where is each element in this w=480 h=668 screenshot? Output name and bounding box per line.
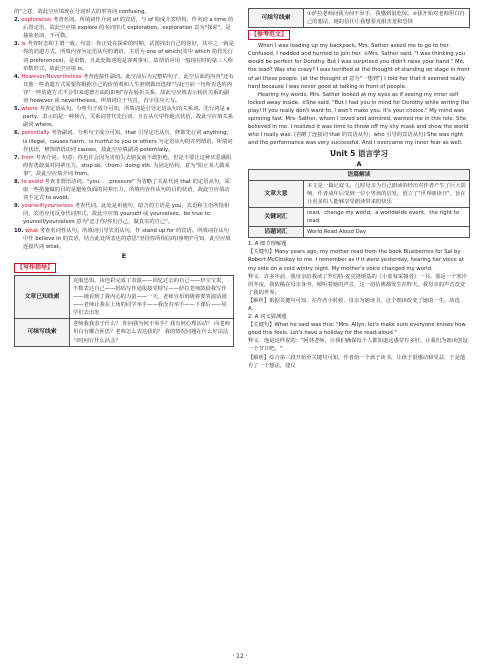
clue-table-e xyxy=(14,275,234,347)
reference-paragraph-1: When I was loading up my backpack, Mrs. Sather asked me to go to her. Confused, I nodded and hurried to join her. ①Mrs. Sather said, "I was thinking you would be perfect for Dorothy. But I was surprised you didn't raise your hand." Me, the lead? Was she crazy? I was terrified at the thought of standing on stage in front of all these people. (at the thought of 意为"一想到") I told her that it seemed really hard because I was never good at talking in front of people. xyxy=(248,43,470,90)
answer-item: 9. yourself/yourselves 考查代词。此处是祈使句，暗含的主语是 you，宾语和主语所指相同，宾语应用反身代词形式，故此空应填 yourself 或 yourselves。be true to yourself/yourselves 意为"忠于你/你们自己，做真实的自己"。 xyxy=(14,203,230,226)
answer-item: 8. to avoid 考查非谓语动词。"you. . . pressure" 为省略了关系代词 that 的定语从句，采取一些措施做的目的是避免负面的同辈压力，所填内容作从句的目的状语，故此空应填动词不定式 to avoid。 xyxy=(14,178,230,202)
table-row xyxy=(15,319,234,346)
table-cell: 克服恐惧，由色彩完成了表演——回忆过去的自己——珍宝宝贵，不数表达自己——妈妈写作通报接受特写——萨拉老师鼓励我写作——她看到了我内心的力量——一天，老师宣布班级将要表演话剧——老师让我在上角的同学举手——我没有举手——下课后——同学们去出发 xyxy=(70,275,234,318)
table-head: 关键词汇 xyxy=(249,207,304,226)
reading-table-a xyxy=(248,169,470,239)
question-2-analysis: 【解析】综合第三段开始至关键句可知，作者给一个孩子读书，让孩子很感动和受益，于是他有了一个想法，建议 xyxy=(248,354,466,369)
question-2-line: 2. A 词义猜测题 xyxy=(248,314,287,321)
table-cell: read，change my world，a worldwide event，the right to read xyxy=(304,207,470,226)
question-1-line: 1. A 细节理解题 xyxy=(248,241,287,248)
intro-line: 的"之意，故此空应填现在分词形式的形容词 confusing。 xyxy=(14,9,150,15)
table-head: 可续写线索 xyxy=(15,319,70,346)
right-column xyxy=(248,8,470,370)
answer-item: 6. potentially 考查副词。分析句子成分可知，that 引导定语从句，修饰先行词 anything，is illegal、causes harm、is hurtful to you or others 为定语从句的并列谓语。所填词作状语，修饰谓语动词 causes，故此空应填副词 potentially。 xyxy=(14,130,233,153)
answer-item: 3. is 考查时态和主谓一致。句意：你正处在探索的时期，试图找出自己的喜好，其中之一就是你的消遣方式。所填内容为定语从句的谓语，主语为 one of which(其中 which 指代先行词 preferences)，是单数，且此处陈述的是客观事实，故谓语应用一般现在时的第三人称单数形式。故此空应填 is。 xyxy=(14,41,234,72)
table-cell: 本文是一篇记叙文。几时母亲为自己朗读的经历对作者产生了巨大影响，作者成年后受到一位小男孩的启发，创立了"世界朗读日"，旨在让更多的人能够享受朗读带来的快乐 xyxy=(304,180,470,207)
page-number: · 12 · xyxy=(232,653,248,660)
table-row xyxy=(249,9,470,28)
table-row xyxy=(249,169,470,180)
answer-item: 7. from 考查介词。句意：你也许会因为害怕失去朋友而不敢拒绝，但是不要让这种厌恶感阻碍你勇敢面对同辈压力。stop sb.（from）doing sth. 为固定结构，意为"阻止某人做某事"，故此空应填介词 from。 xyxy=(14,154,232,177)
answer-item: 10. what 考查名词性从句。所填词引导宾语从句，作 stand up for 的宾语。所填词在从句中作 believe in 的宾语，结合此处所表达的意思"坚持你所相信的(事物)"可知，此空应填连接代词 what。 xyxy=(14,227,231,250)
table-head: 可续写线索 xyxy=(249,9,304,28)
table-row xyxy=(249,227,470,238)
table-title: 语篇解读 xyxy=(249,169,470,180)
table-cell: 老师我我表子什么？ 你问我为何不举手？我有何心理活动？ 向老师坦白有哪合匪思？老师怎么表达我的？ 我的情况问题在什么好法法与时间行什么活会？ xyxy=(70,319,234,346)
left-column xyxy=(14,8,234,347)
table-row xyxy=(249,207,470,226)
answer-item: 2. exploration 考查名词。所填词作介词 of 的宾语，与 of 构成介宾结构，作名词 a time 的后置定语，故此空应填 explore 的名词形式 exploration。exploration 意为"探索"，是抽象名词，不可数。 xyxy=(14,17,234,40)
reference-essay-tag: 【参考范文】 xyxy=(248,30,290,40)
unit-title: Unit 5 语言学习 xyxy=(329,149,389,159)
writing-guide-tag: 【写作指导】 xyxy=(14,263,56,273)
question-1-key: 【关键句】Many years ago, my mother read from the book Blueberries for Sal by Robert McCloskey to me. I remember as if it were yesterday, hearing her voice at my side on a cold wintry night. My mother's voice changed my world. xyxy=(248,249,464,272)
answer-item: 5. where 考查定语从句。分析句子成分可知，所填词是引导定语从句的关系词。先行词是 a party，表示的是一种场合，关系词替代先行词，且在从句中作地点状语，故此空应填关系副词 where。 xyxy=(14,106,233,129)
question-2-key: 【关键句】What he said was this: "Mrs. Allyn, let's make sure everyone knows how good this feels. Let's have a holiday for the read-aloud." xyxy=(248,322,466,337)
table-head: 文章已知线索 xyxy=(15,275,70,318)
clue-table-top xyxy=(248,8,470,28)
section-letter-a: A xyxy=(356,159,362,168)
table-cell: World Read Aloud Day xyxy=(304,227,470,238)
answer-item: 4. However/Nevertheless 考查连接性副词。此空前后为完整的句子，此空后面的内容"还有其他一些消遣方式需要你根据自己的价值观和人生准则做出选择"与此空前一句所表达的内容"一些消遣方式不会带来道德方面的影响"存在转折关系，故此空应填表示转折关系的副词 however 或 nevertheless。所填词位于句首，首字母应大写。 xyxy=(14,73,234,105)
question-2-explain: 释义：他是这样说的："阿林老师，让我们确保每个人都知道这感觉有多好。让我们为朗读创设一个节日吧。" xyxy=(248,338,468,353)
table-cell: ①萨拉老师问我为何不举手，我感到很吃惊。②我开始对老师坦白自己的想法，她的信任让我想要克服害羞和恐惧 xyxy=(304,9,470,28)
table-row xyxy=(15,275,234,318)
question-1-explain: 释义：许多年前，我母亲给我读了罗伯特·麦克洛斯基的《小蓝莓采摘者》一书。那是一个寒冷的冬夜，我依稀在母亲身旁，倾听着她的声音，这一切仿佛都发生在昨天。我母亲的声音改变了我的世界。 xyxy=(248,273,467,296)
table-head: 话题词汇 xyxy=(249,227,304,238)
table-head: 文章大意 xyxy=(249,180,304,207)
question-1-analysis: 【解析】根据关键句可知，在作者小时候，母亲为她读书，这个朗读改变了她的一生。故选 A。 xyxy=(248,297,460,312)
table-row xyxy=(249,180,470,207)
reference-paragraph-2: Hearing my words, Mrs. Sather looked at my eyes as if seeing my inner self locked away inside. ②She said, "But I had you in mind for Dorothy while writing the play! If you really don't want to, I won't make you. It's your choice." My mind was spinning fast. Mrs. Sather, whom I loved and admired, wanted me in this role. She believed in me. I realized it was time to throw off my shy mask and show the world who I really was. (省略了连接词 that 的宾语从句；who 引导的宾语从句) She was right and the performance was very successful. And I overcame my inner fear as well. xyxy=(248,91,470,147)
answer-list xyxy=(14,16,234,251)
section-letter-e: E xyxy=(121,251,127,260)
